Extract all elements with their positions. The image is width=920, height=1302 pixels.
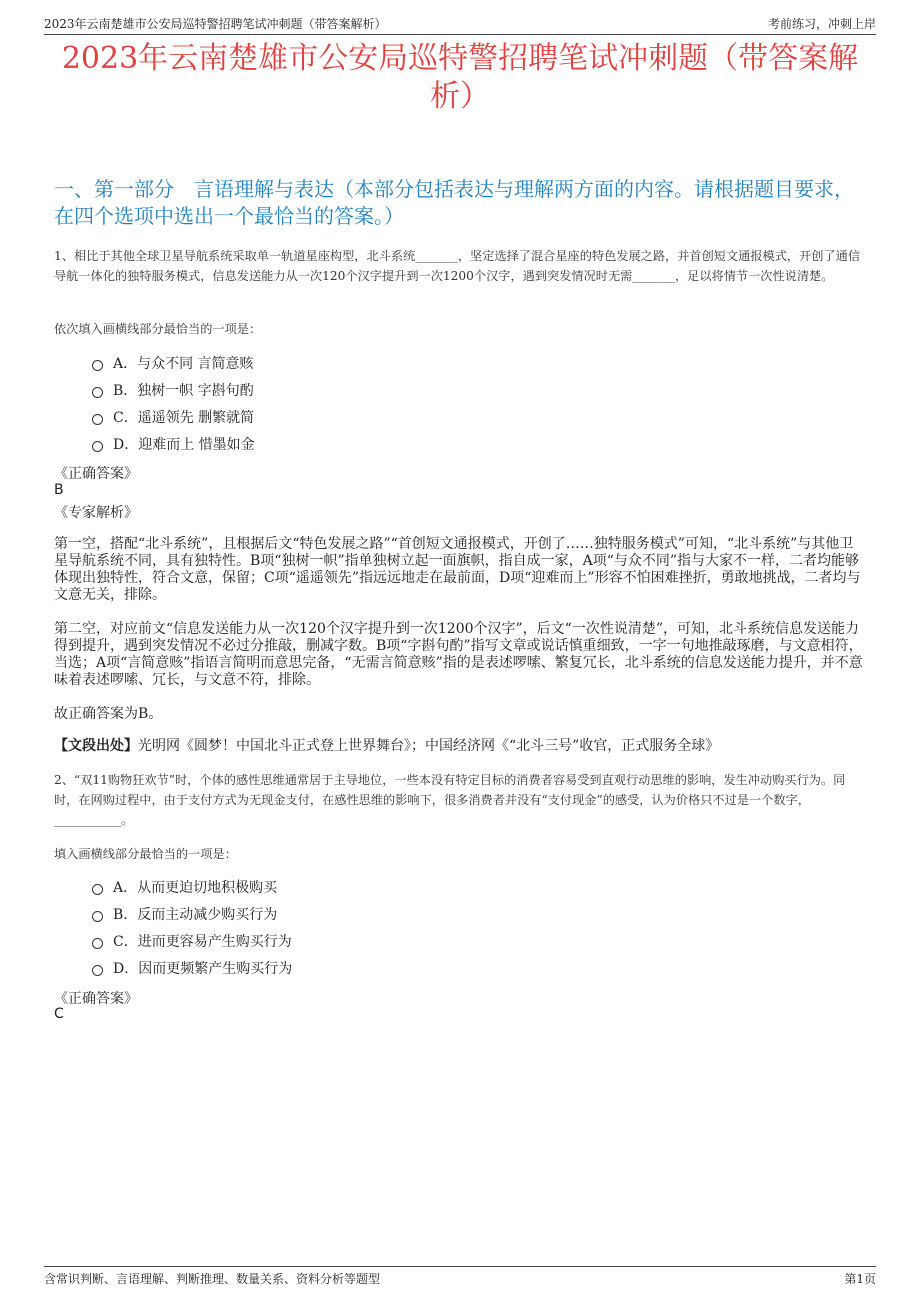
option-b[interactable] bbox=[92, 900, 292, 927]
radio-icon[interactable] bbox=[92, 938, 103, 949]
radio-icon[interactable] bbox=[92, 884, 103, 895]
question-1-prompt: 依次填入画横线部分最恰当的一项是： bbox=[54, 322, 262, 336]
question-2-options bbox=[92, 873, 292, 981]
header-doc-title: 2023年云南楚雄市公安局巡特警招聘笔试冲刺题（带答案解析） bbox=[44, 17, 387, 31]
option-label: B．独树一帜 字斟句酌 bbox=[113, 382, 254, 399]
source-line bbox=[54, 738, 866, 755]
option-label: C．遥遥领先 删繁就简 bbox=[113, 409, 255, 426]
correct-answer: C bbox=[54, 1006, 64, 1022]
answer-label: 《正确答案》 bbox=[54, 991, 138, 1007]
page-title: 2023年云南楚雄市公安局巡特警招聘笔试冲刺题（带答案解析） bbox=[61, 41, 859, 114]
correct-answer: B bbox=[54, 482, 64, 498]
source-text: 光明网《圆梦！中国北斗正式登上世界舞台》；中国经济网《“北斗三号”收官，正式服务全球》 bbox=[138, 738, 720, 754]
analysis-paragraph-2: 第二空，对应前文“信息发送能力从一次120个汉字提升到一次1200个汉字”，后文“一次性说清楚”，可知，北斗系统信息发送能力得到提升，遇到突发情况不必过分推敲，删减字数。B项“字斟句酌”指写文章或说话慎重细致，一字一句地推敲琢磨，与文意相符，当选；A项“言简意赅”指语言简明而意思完备，“无需言简意赅”指的是表述啰嗦、繁复冗长，北斗系统的信息发送能力提升，并不意味着表述啰嗦、冗长，与文意不符，排除。 bbox=[54, 621, 863, 688]
option-label: B．反而主动减少购买行为 bbox=[113, 906, 278, 923]
option-d[interactable] bbox=[92, 430, 255, 457]
source-label: 【文段出处】 bbox=[54, 738, 138, 754]
analysis-paragraph-1: 第一空，搭配“北斗系统”，且根据后文“特色发展之路”“首创短文通报模式，开创了……独特服务模式”可知，“北斗系统”与其他卫星导航系统不同，具有独特性。B项“独树一帜”指单独树立起一面旗帜，指自成一家，A项“与众不同”指与大家不一样，二者均能够体现出独特性，符合文意，保留；C项“遥遥领先”指远远地走在最前面，D项“迎难而上”形容不怕困难挫折，勇敢地挑战，二者均与文意无关，排除。 bbox=[54, 536, 861, 603]
option-d[interactable] bbox=[92, 954, 292, 981]
footer-note: 含常识判断、言语理解、判断推理、数量关系、资料分析等题型 bbox=[44, 1272, 381, 1286]
option-label: C．进而更容易产生购买行为 bbox=[113, 933, 292, 950]
option-c[interactable] bbox=[92, 927, 292, 954]
header-slogan: 考前练习，冲刺上岸 bbox=[767, 17, 876, 31]
question-1-text: 1、相比于其他全球卫星导航系统采取单一轨道星座构型，北斗系统_______，坚定选择了混合星座的特色发展之路，并首创短文通报模式，开创了通信导航一体化的独特服务模式，信息发送能力从一次120个汉字提升到一次1200个汉字，遇到突发情况时无需_______，足以将情节一次性说清楚。 bbox=[54, 249, 861, 283]
question-2-text: 2、“双11购物狂欢节”时，个体的感性思维通常居于主导地位，一些本没有特定目标的消费者容易受到直观行动思维的影响，发生冲动购买行为。同时，在网购过程中，由于支付方式为无现金支付，在感性思维的影响下，很多消费者并没有“支付现金”的感受，认为价格只不过是一个数字，___________。 bbox=[54, 773, 846, 827]
radio-icon[interactable] bbox=[92, 965, 103, 976]
option-a[interactable] bbox=[92, 349, 255, 376]
radio-icon[interactable] bbox=[92, 441, 103, 452]
radio-icon[interactable] bbox=[92, 360, 103, 371]
page-number: 第1页 bbox=[844, 1272, 876, 1286]
page-header bbox=[44, 10, 876, 35]
option-label: A．与众不同 言简意赅 bbox=[113, 355, 254, 372]
radio-icon[interactable] bbox=[92, 911, 103, 922]
answer-label: 《正确答案》 bbox=[54, 466, 138, 482]
analysis-conclusion: 故正确答案为B。 bbox=[54, 706, 163, 722]
radio-icon[interactable] bbox=[92, 387, 103, 398]
question-2-prompt: 填入画横线部分最恰当的一项是： bbox=[54, 847, 237, 861]
option-label: A．从而更迫切地积极购买 bbox=[113, 879, 278, 896]
option-label: D．因而更频繁产生购买行为 bbox=[113, 960, 293, 977]
analysis-label: 《专家解析》 bbox=[54, 505, 138, 521]
option-label: D．迎难而上 惜墨如金 bbox=[113, 436, 255, 453]
question-1-options bbox=[92, 349, 255, 457]
section-heading: 一、第一部分 言语理解与表达（本部分包括表达与理解两方面的内容。请根据题目要求，在四个选项中选出一个最恰当的答案。） bbox=[54, 177, 854, 228]
option-a[interactable] bbox=[92, 873, 292, 900]
option-c[interactable] bbox=[92, 403, 255, 430]
page-footer bbox=[44, 1266, 876, 1287]
option-b[interactable] bbox=[92, 376, 255, 403]
radio-icon[interactable] bbox=[92, 414, 103, 425]
